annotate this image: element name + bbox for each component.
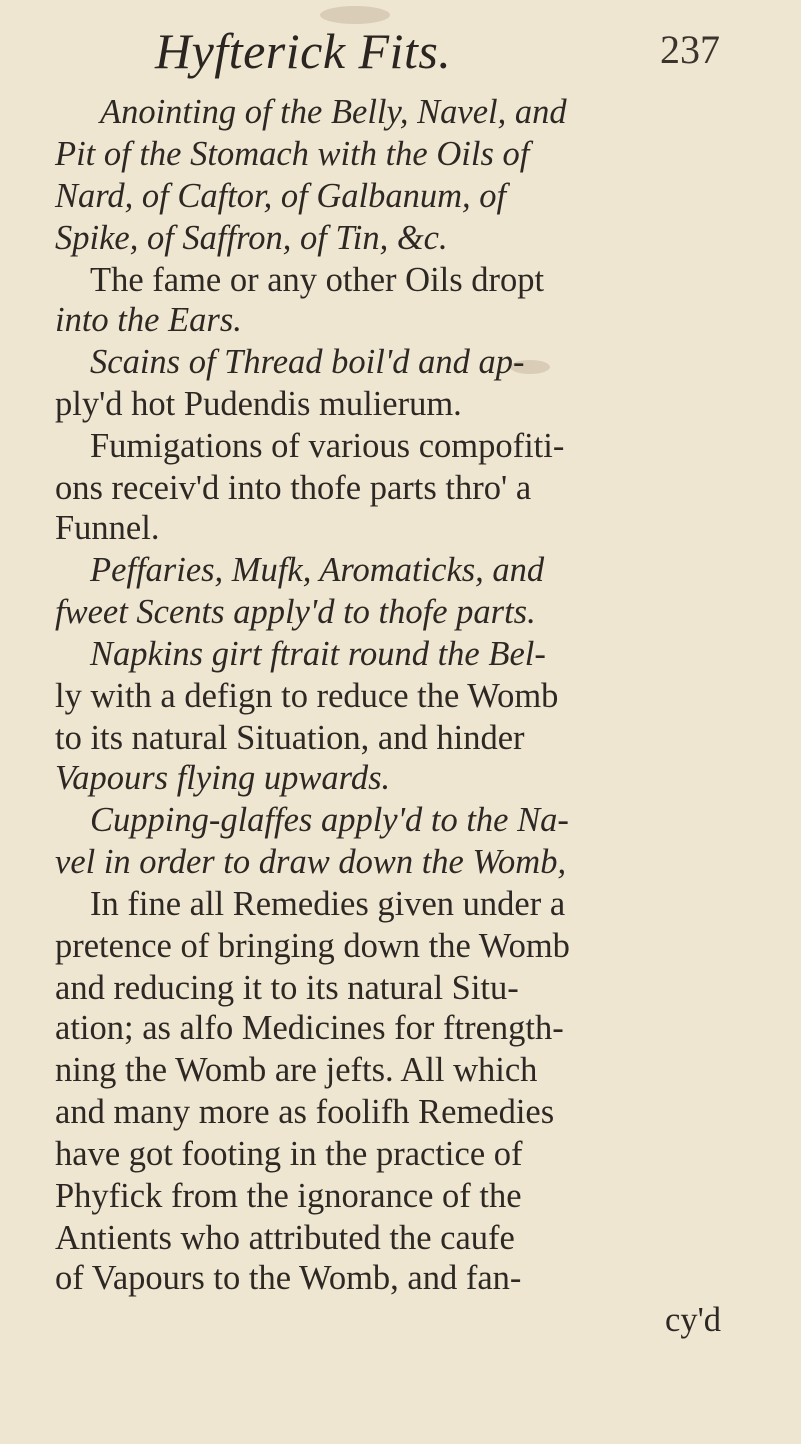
text-line: Spike, of Saffron, of Tin, &c. — [55, 219, 448, 257]
text-line: Pit of the Stomach with the Oils of — [55, 135, 530, 173]
text-line: to its natural Situation, and hinder — [55, 719, 525, 757]
text-line: pretence of bringing down the Womb — [55, 927, 570, 965]
text-line: Vapours flying upwards. — [55, 759, 391, 797]
text-line: fweet Scents apply'd to thofe parts. — [55, 593, 536, 631]
text-line: of Vapours to the Womb, and fan- — [55, 1259, 522, 1297]
text-line: and reducing it to its natural Situ- — [55, 969, 519, 1007]
text-line: ons receiv'd into thofe parts thro' a — [55, 469, 532, 507]
text-line: Scains of Thread boil'd and ap- — [90, 343, 525, 381]
text-line: Antients who attributed the caufe — [55, 1219, 515, 1257]
text-line: Anointing of the Belly, Navel, and — [100, 93, 567, 131]
text-line: Napkins girt ftrait round the Bel- — [90, 635, 546, 673]
text-line: ply'd hot Pudendis mulierum. — [55, 385, 462, 423]
running-head: Hyfterick Fits. — [155, 23, 452, 79]
text-line: and many more as foolifh Remedies — [55, 1093, 555, 1131]
text-line: Fumigations of various compofiti- — [90, 427, 565, 465]
page-header — [0, 22, 801, 92]
text-line: ation; as alfo Medicines for ftrength- — [55, 1009, 564, 1047]
text-line: The fame or any other Oils dropt — [90, 261, 545, 299]
text-line: In fine all Remedies given under a — [90, 885, 566, 923]
text-line: Nard, of Caftor, of Galbanum, of — [55, 177, 507, 215]
text-line: ly with a defign to reduce the Womb — [55, 677, 559, 715]
text-line: Peffaries, Mufk, Aromaticks, and — [90, 551, 545, 589]
text-line: have got footing in the practice of — [55, 1135, 523, 1173]
page-number: 237 — [660, 27, 720, 72]
text-line: Phyfick from the ignorance of the — [55, 1177, 522, 1215]
text-line: ning the Womb are jefts. All which — [55, 1051, 538, 1089]
text-line: Cupping-glaffes apply'd to the Na- — [90, 801, 569, 839]
text-line: vel in order to draw down the Womb, — [55, 843, 567, 881]
text-line: into the Ears. — [55, 301, 242, 339]
text-line: cy'd — [665, 1301, 722, 1339]
text-line: Funnel. — [55, 509, 160, 547]
